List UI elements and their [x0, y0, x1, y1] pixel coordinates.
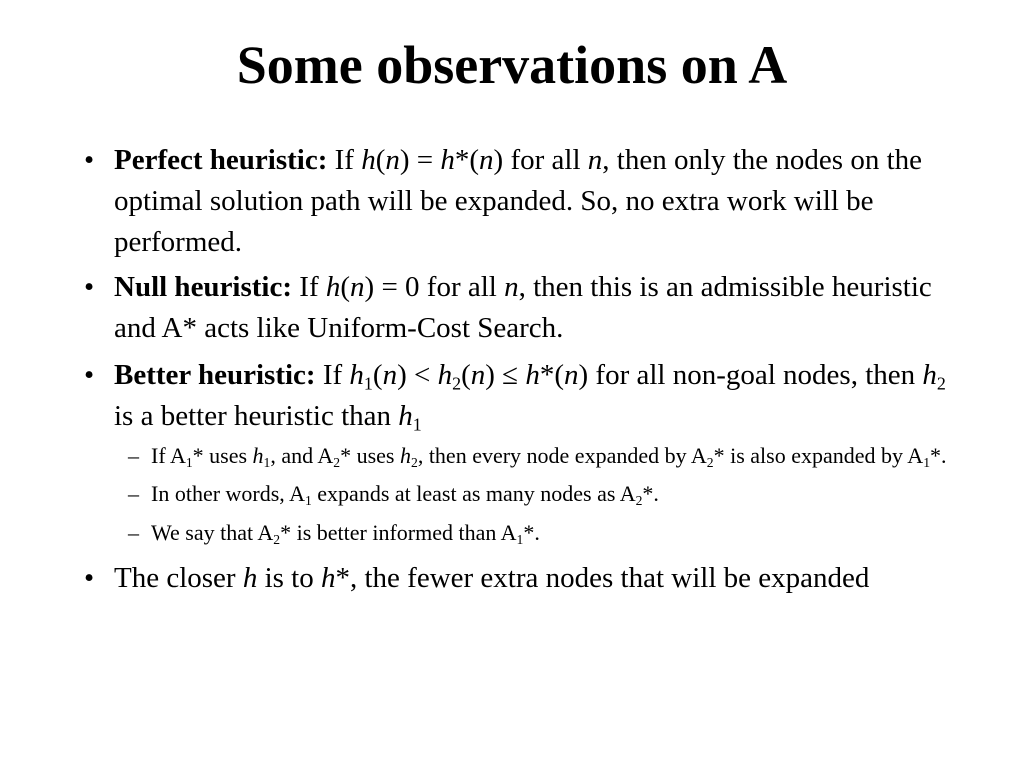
text: If: [292, 271, 326, 303]
sub-bullet-a1-a2: [114, 439, 954, 472]
subscript: 2: [333, 455, 341, 471]
text: is to: [257, 562, 321, 594]
bullet-closer-h: [84, 558, 954, 599]
math-var: n: [470, 359, 486, 391]
text: * is also expanded by A: [713, 443, 924, 468]
subscript: 2: [411, 455, 418, 471]
text: (: [340, 271, 351, 303]
text: ) <: [397, 359, 438, 391]
bullet-icon: •: [84, 144, 95, 176]
text: is a better heuristic than: [114, 400, 399, 432]
math-var: n: [504, 271, 519, 303]
math-var: n: [479, 144, 494, 176]
subscript: 2: [273, 532, 281, 548]
math-var: h: [325, 271, 341, 303]
subscript: 2: [452, 373, 462, 394]
dash-icon: –: [128, 443, 139, 468]
text: ) for all non-goal nodes, then: [578, 359, 923, 391]
text: If: [327, 144, 362, 176]
subscript: 1: [412, 414, 422, 435]
bullet-list: [84, 140, 954, 603]
math-var: h: [525, 359, 540, 391]
text: (: [372, 359, 383, 391]
bullet-icon: •: [84, 271, 95, 303]
subscript: 2: [706, 455, 714, 471]
text: We say that A: [151, 520, 274, 545]
text: (: [375, 144, 386, 176]
bullet-null-heuristic: [84, 267, 954, 349]
text: In other words, A: [151, 481, 305, 506]
bullet-icon: •: [84, 562, 95, 594]
bullet-heading: Null heuristic:: [114, 271, 293, 303]
sub-bullet-list: [114, 439, 954, 550]
math-var: h: [349, 359, 364, 391]
text: ) =: [399, 144, 441, 176]
text: , and A: [270, 443, 334, 468]
text: ) for all: [493, 144, 588, 176]
text: If: [315, 359, 350, 391]
math-var: h: [440, 144, 455, 176]
text: * uses: [340, 443, 400, 468]
text: * uses: [192, 443, 253, 468]
math-var: h: [922, 359, 937, 391]
dash-icon: –: [128, 520, 139, 545]
sub-bullet-other-words: [114, 477, 954, 511]
bullet-better-heuristic: [84, 355, 954, 550]
math-var: h: [321, 562, 336, 594]
subscript: 1: [185, 455, 193, 471]
subscript: 1: [516, 532, 524, 548]
text: , then this is an admissible heuristic and A* acts like Uniform-Cost Search.: [114, 271, 932, 344]
text: (: [461, 359, 471, 391]
text: *(: [454, 144, 480, 176]
subscript: 2: [936, 373, 946, 394]
text: *.: [523, 520, 540, 545]
math-var: n: [587, 144, 603, 176]
math-var: h: [361, 144, 376, 176]
subscript: 1: [263, 455, 271, 471]
text: *.: [642, 481, 659, 506]
math-var: h: [437, 359, 453, 391]
math-var: h: [400, 443, 411, 468]
math-var: h: [398, 400, 413, 432]
subscript: 1: [304, 493, 312, 509]
bullet-icon: •: [84, 359, 95, 391]
text: expands at least as many nodes as A: [311, 481, 636, 506]
bullet-heading: Better heuristic:: [114, 359, 316, 391]
text: * is better informed than A: [280, 520, 517, 545]
dash-icon: –: [128, 481, 139, 506]
subscript: 1: [923, 455, 930, 471]
text: If A: [151, 443, 186, 468]
subscript: 1: [363, 373, 373, 394]
text: The closer: [114, 562, 243, 594]
text: ) ≤: [485, 359, 526, 391]
math-var: h: [242, 562, 258, 594]
text: , then only the nodes on the optimal solution path will be expanded. So, no extra work will be performed.: [114, 144, 923, 258]
math-var: n: [382, 359, 398, 391]
text: *, the fewer extra nodes that will be expanded: [335, 562, 870, 594]
math-var: n: [385, 144, 400, 176]
text: ) = 0 for all: [364, 271, 505, 303]
bullet-heading: Perfect heuristic:: [114, 144, 328, 176]
math-var: n: [350, 271, 365, 303]
text: *(: [539, 359, 564, 391]
sub-bullet-better-informed: [114, 516, 954, 550]
bullet-perfect-heuristic: [84, 140, 954, 263]
slide-title: Some observations on A: [236, 35, 788, 95]
text: , then every node expanded by A: [417, 443, 707, 468]
math-var: n: [564, 359, 579, 391]
text: *.: [930, 443, 947, 468]
subscript: 2: [635, 493, 643, 509]
math-var: h: [252, 443, 264, 468]
